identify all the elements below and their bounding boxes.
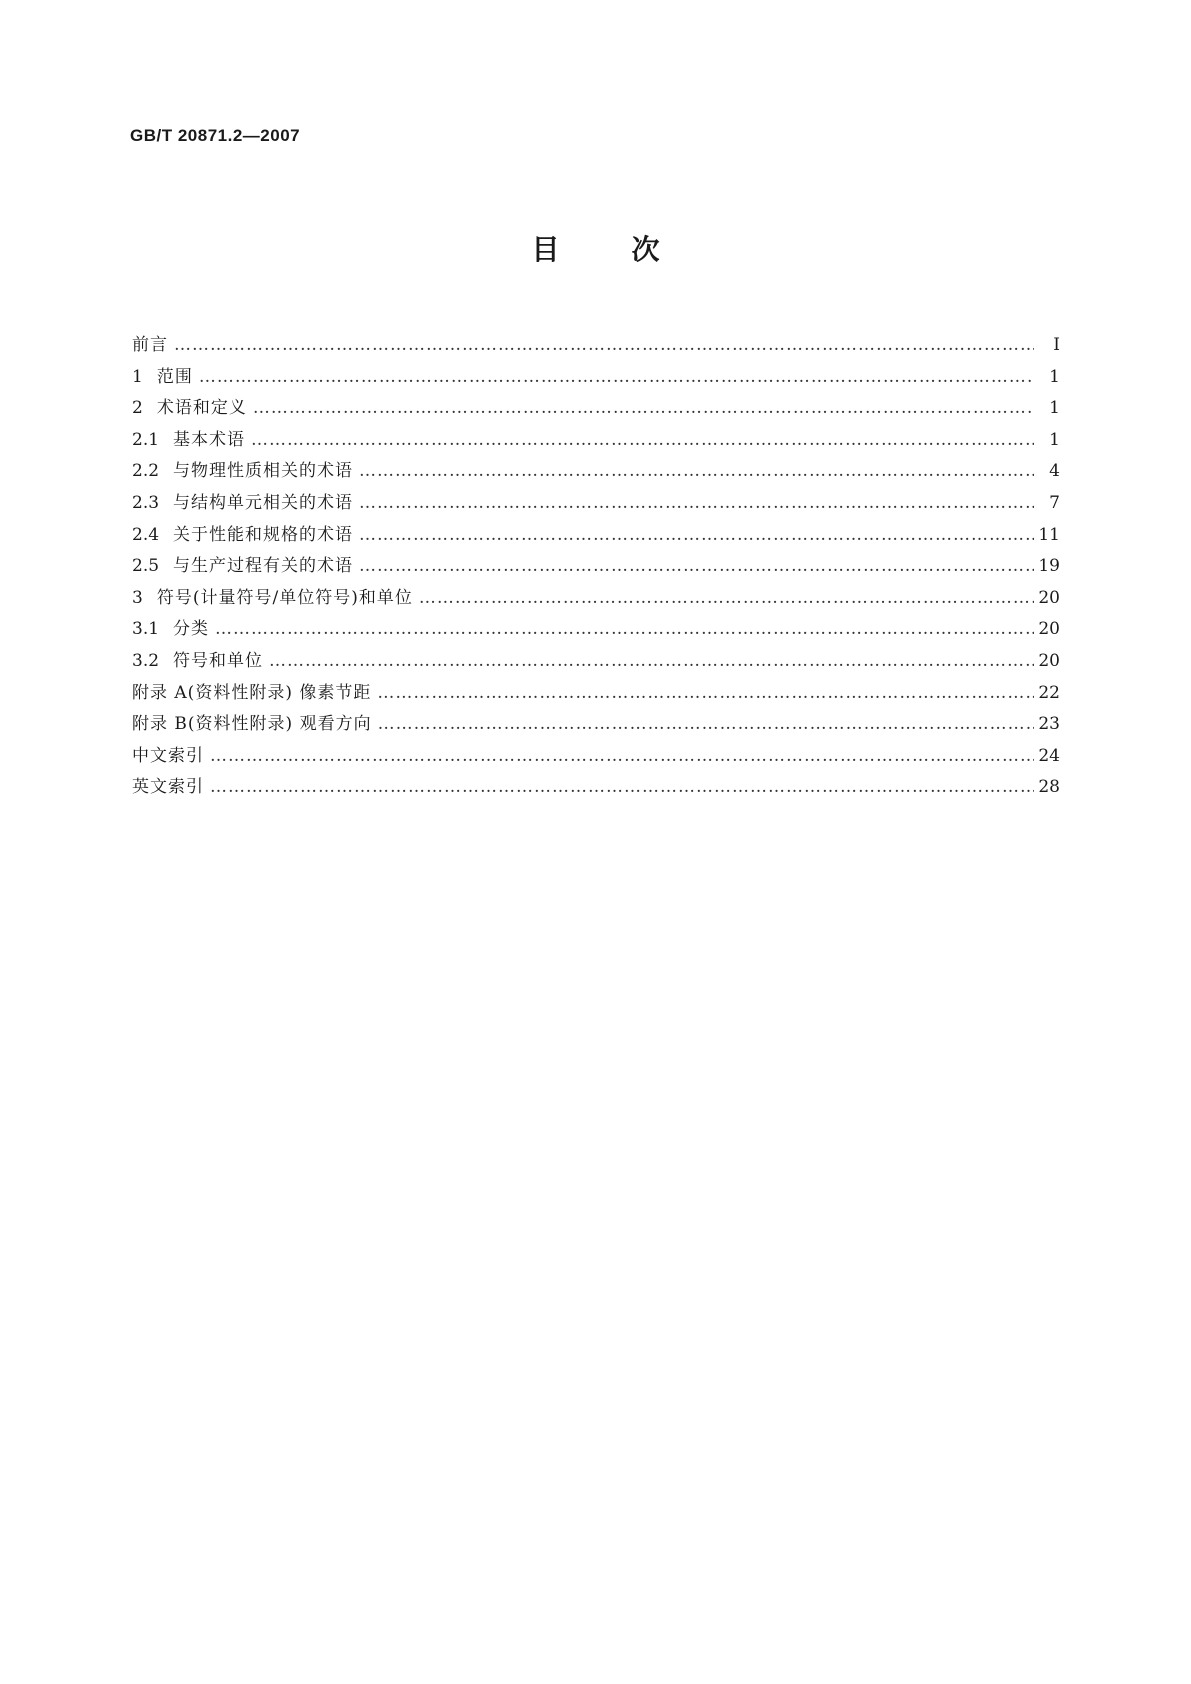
toc-entry-scope[interactable] bbox=[132, 362, 1060, 394]
toc-leader-dots bbox=[359, 461, 1034, 481]
toc-entry-label: 前言 bbox=[132, 335, 168, 355]
toc-leader-dots bbox=[199, 367, 1034, 387]
toc-entry-page: 7 bbox=[1049, 492, 1060, 513]
toc-entry-page: 1 bbox=[1049, 366, 1060, 387]
toc-entry-number: 2.3 bbox=[132, 492, 160, 513]
toc-entry-terms-definitions[interactable] bbox=[132, 393, 1060, 425]
document-code: GB/T 20871.2—2007 bbox=[130, 126, 301, 145]
toc-leader-dots bbox=[359, 525, 1034, 545]
toc-leader-dots bbox=[359, 556, 1034, 576]
toc-leader-dots bbox=[359, 493, 1034, 513]
toc-entry-page: 1 bbox=[1049, 429, 1060, 450]
table-of-contents bbox=[132, 330, 1060, 804]
toc-entry-number: 2.4 bbox=[132, 524, 160, 545]
toc-leader-dots bbox=[215, 619, 1034, 639]
toc-entry-label: 范围 bbox=[156, 366, 193, 387]
toc-entry-number: 3 bbox=[132, 587, 143, 608]
toc-entry-label: 术语和定义 bbox=[156, 398, 247, 419]
toc-leader-dots bbox=[378, 714, 1034, 734]
toc-entry-page: 1 bbox=[1049, 398, 1060, 419]
toc-leader-dots bbox=[419, 588, 1034, 608]
toc-entry-basic-terms[interactable] bbox=[132, 425, 1060, 457]
toc-entry-page: 28 bbox=[1038, 777, 1060, 798]
toc-entry-label: 关于性能和规格的术语 bbox=[173, 524, 354, 545]
toc-entry-label: 符号和单位 bbox=[173, 650, 264, 671]
toc-entry-page: 19 bbox=[1038, 556, 1060, 577]
toc-entry-label: 符号(计量符号/单位符号)和单位 bbox=[156, 587, 413, 608]
toc-entry-classification[interactable] bbox=[132, 614, 1060, 646]
toc-entry-number: 3.1 bbox=[132, 619, 160, 640]
toc-leader-dots bbox=[251, 430, 1034, 450]
toc-leader-dots bbox=[377, 683, 1034, 703]
page-title bbox=[0, 228, 1191, 268]
toc-entry-page: 20 bbox=[1038, 650, 1060, 671]
toc-entry-label: 基本术语 bbox=[173, 429, 246, 450]
toc-entry-page: 22 bbox=[1038, 682, 1060, 703]
toc-entry-page: 20 bbox=[1038, 619, 1060, 640]
toc-entry-chinese-index[interactable] bbox=[132, 741, 1060, 773]
toc-entry-label: 附录 B(资料性附录) 观看方向 bbox=[132, 714, 372, 735]
toc-entry-annex-b[interactable] bbox=[132, 709, 1060, 741]
toc-leader-dots bbox=[210, 746, 1034, 766]
toc-entry-number: 3.2 bbox=[132, 650, 160, 671]
toc-leader-dots bbox=[174, 335, 1034, 355]
toc-entry-annex-a[interactable] bbox=[132, 678, 1060, 710]
toc-entry-label: 与物理性质相关的术语 bbox=[173, 461, 354, 482]
toc-entry-english-index[interactable] bbox=[132, 772, 1060, 804]
toc-entry-physical-terms[interactable] bbox=[132, 456, 1060, 488]
toc-entry-page: 20 bbox=[1038, 587, 1060, 608]
toc-entry-number: 2.2 bbox=[132, 461, 160, 482]
toc-entry-label: 中文索引 bbox=[132, 745, 204, 766]
toc-entry-label: 附录 A(资料性附录) 像素节距 bbox=[132, 682, 372, 703]
toc-entry-performance-terms[interactable] bbox=[132, 520, 1060, 552]
toc-entry-page: 4 bbox=[1049, 461, 1060, 482]
toc-entry-number: 2.5 bbox=[132, 556, 160, 577]
toc-entry-label: 与结构单元相关的术语 bbox=[173, 492, 354, 513]
toc-entry-number: 1 bbox=[132, 366, 143, 387]
toc-leader-dots bbox=[269, 651, 1034, 671]
toc-entry-page: 24 bbox=[1038, 745, 1060, 766]
toc-entry-number: 2 bbox=[132, 398, 143, 419]
toc-entry-label: 分类 bbox=[173, 619, 210, 640]
toc-entry-page: 11 bbox=[1038, 524, 1060, 545]
toc-entry-label: 英文索引 bbox=[132, 777, 204, 798]
toc-entry-number: 2.1 bbox=[132, 429, 160, 450]
toc-leader-dots bbox=[253, 398, 1034, 418]
toc-entry-production-terms[interactable] bbox=[132, 551, 1060, 583]
toc-leader-dots bbox=[210, 777, 1034, 797]
toc-entry-label: 与生产过程有关的术语 bbox=[173, 556, 354, 577]
toc-entry-page: Ⅰ bbox=[1053, 335, 1060, 355]
toc-entry-structural-terms[interactable] bbox=[132, 488, 1060, 520]
title-char-1: 目 bbox=[531, 233, 560, 266]
title-char-2: 次 bbox=[631, 233, 660, 266]
toc-entry-foreword[interactable] bbox=[132, 330, 1060, 362]
toc-entry-symbols-and-units[interactable] bbox=[132, 646, 1060, 678]
toc-entry-symbols-units[interactable] bbox=[132, 583, 1060, 615]
toc-entry-page: 23 bbox=[1038, 714, 1060, 735]
